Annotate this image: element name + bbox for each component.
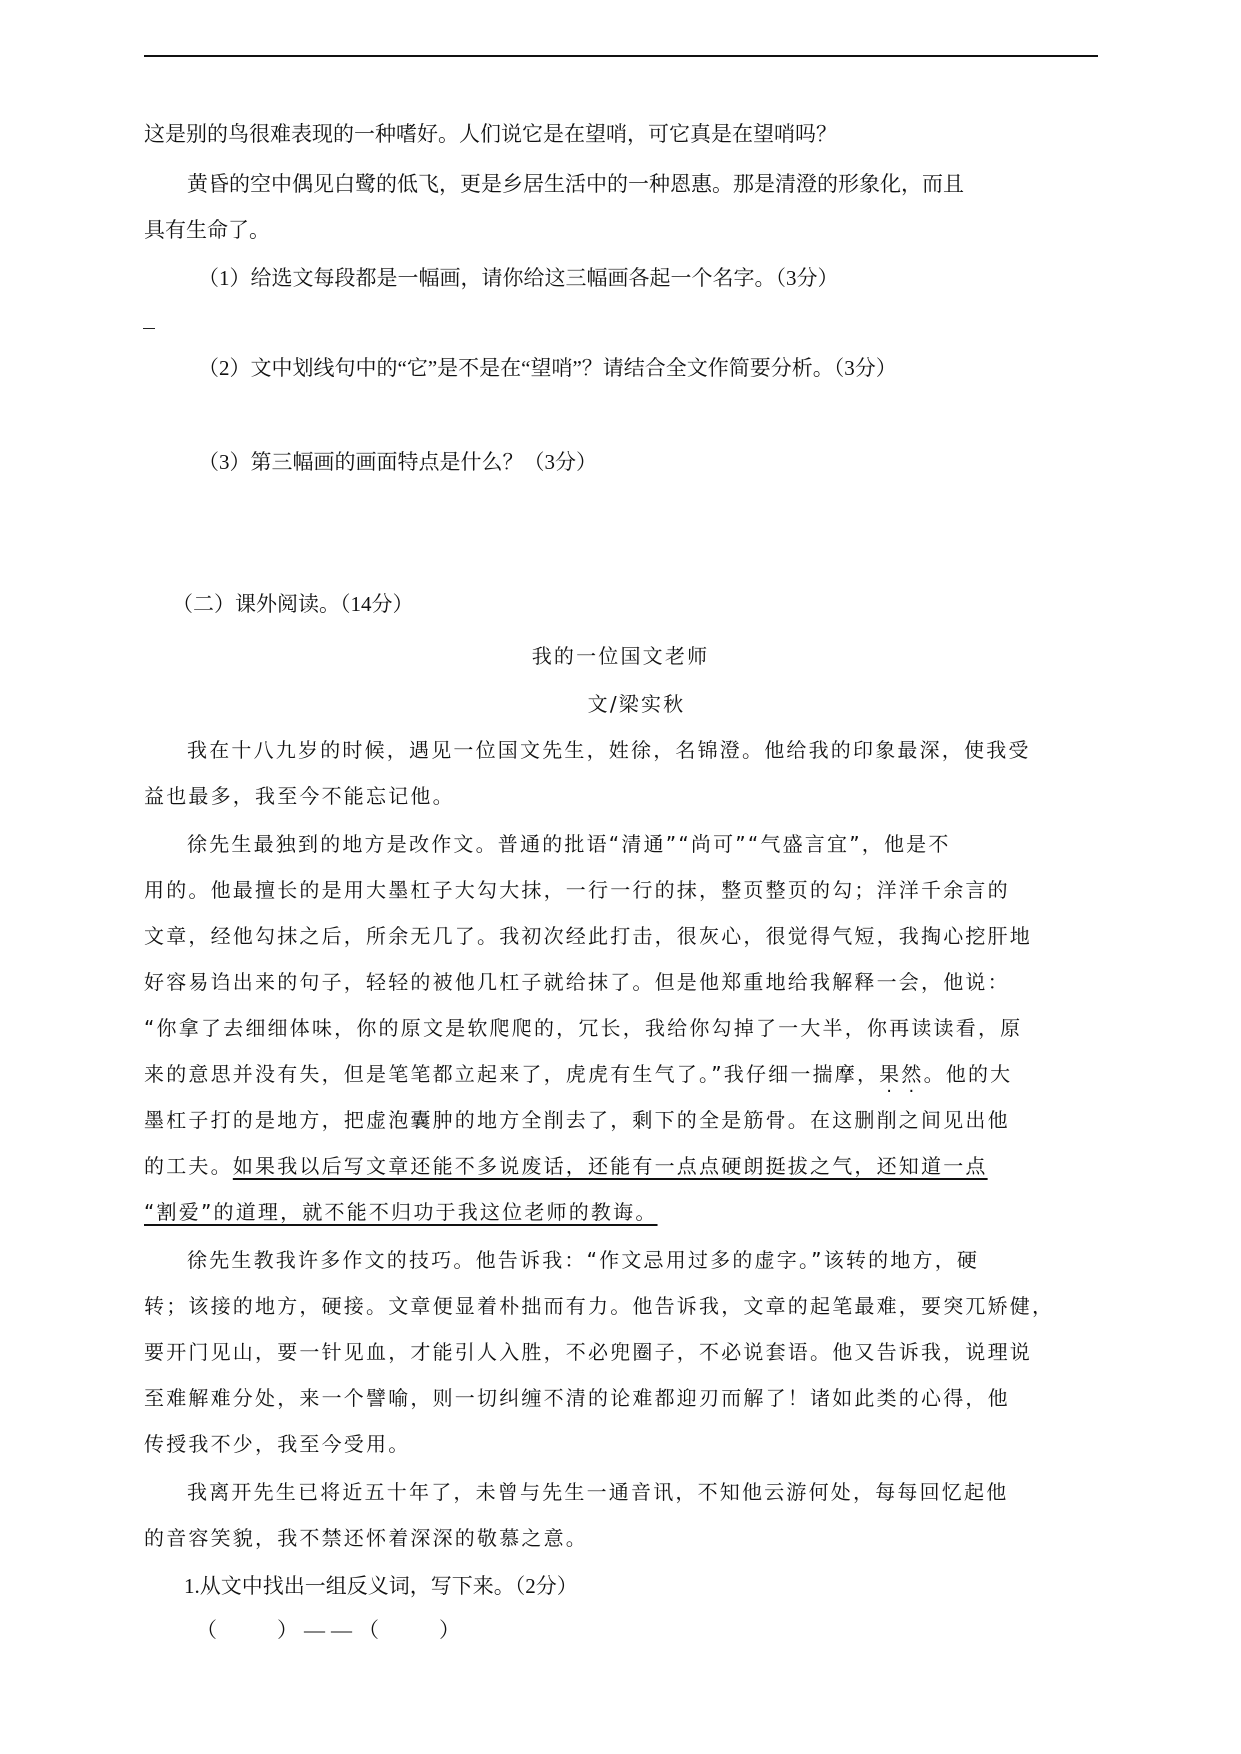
emphasis-dotted-char: 果: [879, 1062, 902, 1086]
stray-mark: [143, 328, 155, 329]
text-segment: 的工夫。: [144, 1154, 233, 1178]
header-rule: [144, 55, 1098, 57]
question-antonyms: 1.从文中找出一组反义词，写下来。（2分）: [184, 1574, 578, 1598]
question-3: （3）第三幅画的画面特点是什么？（3分）: [198, 450, 597, 474]
paragraph-line: 至难解难分处，来一个譬喻，则一切纠缠不清的论难都迎刃而解了！诸如此类的心得，他: [144, 1386, 1010, 1410]
section-heading: （二）课外阅读。（14分）: [172, 592, 414, 616]
question-2: （2）文中划线句中的“它”是不是在“望哨”？请结合全文作简要分析。（3分）: [198, 356, 897, 380]
paragraph-line: 我离开先生已将近五十年了，未曾与先生一通音讯，不知他云游何处，每每回忆起他: [187, 1480, 1009, 1504]
paragraph-line: 好容易诌出来的句子，轻轻的被他几杠子就给抹了。但是他郑重地给我解释一会，他说：: [144, 970, 1010, 994]
paragraph-line: [144, 1060, 1012, 1088]
underlined-sentence: “割爱”的道理，就不能不归功于我这位老师的教诲。: [144, 1200, 658, 1224]
paragraph-line: “你拿了去细细体味，你的原文是软爬爬的，冗长，我给你勾掉了一大半，你再读读看，原: [144, 1016, 1023, 1040]
paragraph-line: 传授我不少，我至今受用。: [144, 1432, 411, 1456]
paragraph-line: 要开门见山，要一针见血，才能引人入胜，不必兜圈子，不必说套语。他又告诉我，说理说: [144, 1340, 1032, 1364]
paragraph-line: 的音容笑貌，我不禁还怀着深深的敬慕之意。: [144, 1526, 588, 1550]
paragraph-line: [144, 1152, 988, 1180]
passage-line: 这是别的鸟很难表现的一种嗜好。人们说它是在望哨，可它真是在望哨吗？: [144, 122, 837, 146]
article-title: 我的一位国文老师: [531, 644, 710, 668]
paragraph-line: 益也最多，我至今不能忘记他。: [144, 784, 455, 808]
paragraph-line: 墨杠子打的是地方，把虚泡囊肿的地方全削去了，剩下的全是筋骨。在这删削之间见出他: [144, 1108, 1010, 1132]
paragraph-line: 文章，经他勾抹之后，所余无几了。我初次经此打击，很灰心，很觉得气短，我掏心挖肝地: [144, 924, 1032, 948]
text-segment: 来的意思并没有失，但是笔笔都立起来了，虎虎有生气了。”我仔细一揣摩，: [144, 1062, 880, 1086]
article-author: 文/梁实秋: [587, 692, 686, 716]
paragraph-line: 徐先生教我许多作文的技巧。他告诉我：“作文忌用过多的虚字。”该转的地方，硬: [187, 1248, 980, 1272]
paragraph-line: 徐先生最独到的地方是改作文。普通的批语“清通”“尚可”“气盛言宜”，他是不: [187, 832, 951, 856]
paragraph-line: 转；该接的地方，硬接。文章便显着朴拙而有力。他告诉我，文章的起笔最难，要突兀矫健，: [144, 1294, 1055, 1318]
passage-line: 具有生命了。: [144, 218, 270, 242]
text-segment: 。他的大: [923, 1062, 1013, 1086]
underlined-sentence: 如果我以后写文章还能不多说废话，还能有一点点硬朗挺拔之气，还知道一点: [232, 1154, 988, 1178]
paragraph-line: [144, 1198, 658, 1226]
passage-line: 黄昏的空中偶见白鹭的低飞，更是乡居生活中的一种恩惠。那是清澄的形象化，而且: [187, 172, 964, 196]
paragraph-line: 我在十八九岁的时候，遇见一位国文先生，姓徐，名锦澄。他给我的印象最深，使我受: [187, 738, 1031, 762]
emphasis-dotted-char: 然: [901, 1062, 924, 1086]
paragraph-line: 用的。他最擅长的是用大墨杠子大勾大抹，一行一行的抹，整页整页的勾；洋洋千余言的: [144, 878, 1010, 902]
answer-blank[interactable]: （ ）——（ ）: [196, 1618, 466, 1642]
question-1: （1）给选文每段都是一幅画，请你给这三幅画各起一个名字。（3分）: [198, 266, 839, 290]
